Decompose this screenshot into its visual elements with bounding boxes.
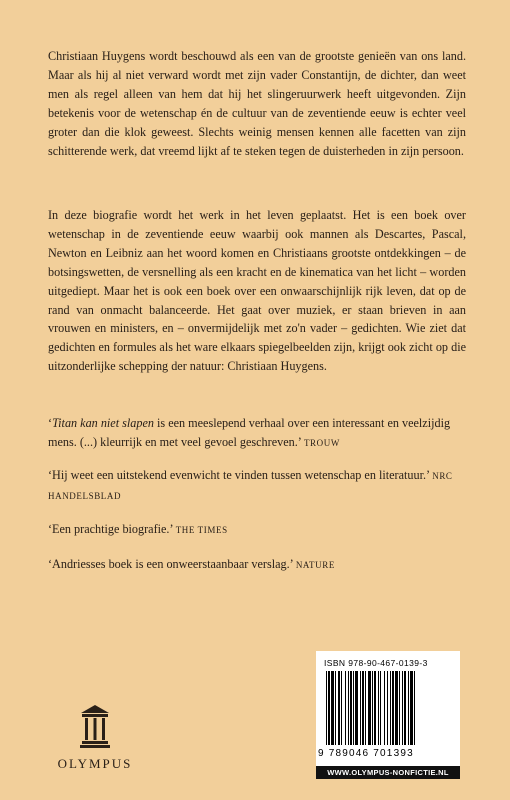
barcode-bar bbox=[350, 671, 352, 745]
review-quote-3 bbox=[48, 520, 468, 540]
temple-icon bbox=[80, 704, 110, 750]
barcode-bar bbox=[392, 671, 394, 745]
barcode-bar bbox=[355, 671, 358, 745]
publisher-name: OLYMPUS bbox=[57, 756, 133, 771]
barcode-bar bbox=[345, 671, 346, 745]
publisher-url: WWW.OLYMPUS-NONFICTIE.NL bbox=[316, 766, 460, 779]
review-quote-1 bbox=[48, 414, 468, 453]
quote-source: NRC HANDELSBLAD bbox=[48, 471, 453, 501]
barcode-bar bbox=[380, 671, 381, 745]
barcode-bar bbox=[410, 671, 413, 745]
barcode-bar bbox=[390, 671, 391, 745]
barcode-panel bbox=[316, 651, 460, 766]
barcode-bar bbox=[326, 671, 327, 745]
quote-open-mark: ‘ bbox=[48, 416, 53, 430]
quote-source: TROUW bbox=[303, 437, 340, 448]
review-quote-2 bbox=[48, 466, 468, 506]
barcode-bar bbox=[402, 671, 403, 745]
barcode-bar bbox=[378, 671, 379, 745]
barcode-bar bbox=[408, 671, 409, 745]
barcode-digits: 9 789046 701393 bbox=[318, 748, 414, 759]
barcode-bar bbox=[353, 671, 354, 745]
barcode-bar bbox=[348, 671, 349, 745]
barcode-bar bbox=[335, 671, 336, 745]
barcode-bar bbox=[404, 671, 406, 745]
barcode-bar bbox=[395, 671, 398, 745]
quote-text: ‘Hij weet een uitstekend evenwicht te vinden tussen wetenschap en literatuur.’ bbox=[48, 468, 433, 482]
barcode-bar bbox=[331, 671, 334, 745]
barcode-bar bbox=[372, 671, 373, 745]
blurb-paragraph-1: Christiaan Huygens wordt beschouwd als een van de grootste genieën van ons land. Maar als hij al niet verward wordt met zijn vader Constantijn, de dichter, dan weet men als regel alleen van hem dat hij het slingeruurwerk heeft uitgevonden. Zijn betekenis voor de wetenschap én de cultuur van de zeventiende eeuw is echter veel groter dan die klok geweest. Slechts weinig mensen kennen alle facetten van zijn schitterende werk, dat vreemd lijkt af te steken tegen de duisterheden in zijn persoon. bbox=[48, 49, 466, 158]
quote-text: is een meeslepend verhaal over een interessant en veelzijdig mens. (...) kleurrijk en met veel gevoel geschreven.’ bbox=[48, 416, 451, 449]
barcode-bar bbox=[362, 671, 364, 745]
barcode-bar bbox=[387, 671, 388, 745]
barcode-bar bbox=[338, 671, 340, 745]
barcode-bar bbox=[328, 671, 330, 745]
barcode-bar bbox=[365, 671, 366, 745]
quoted-book-title: Titan kan niet slapen bbox=[52, 416, 154, 430]
barcode-bar bbox=[399, 671, 400, 745]
publisher-logo bbox=[50, 704, 140, 772]
barcode-bar bbox=[414, 671, 415, 745]
isbn-label: ISBN 978-90-467-0139-3 bbox=[324, 658, 428, 668]
quote-source: THE TIMES bbox=[175, 525, 228, 535]
barcode-bar bbox=[368, 671, 371, 745]
barcode-bar bbox=[341, 671, 342, 745]
barcode-bar bbox=[360, 671, 361, 745]
barcode-bar bbox=[374, 671, 376, 745]
barcode-bars bbox=[324, 671, 452, 747]
quote-source: NATURE bbox=[295, 560, 335, 570]
quote-text: ‘Andriesses boek is een onweerstaanbaar verslag.’ bbox=[48, 557, 296, 571]
quote-text: ‘Een prachtige biografie.’ bbox=[48, 522, 176, 536]
review-quote-4 bbox=[48, 555, 468, 575]
barcode-bar bbox=[384, 671, 385, 745]
blurb-paragraph-2: In deze biografie wordt het werk in het leven geplaatst. Het is een boek over wetenschap in de zeventiende eeuw waarbij ook mannen als Descartes, Pascal, Newton en Leibniz aan het woord komen en Christiaans grootste ontdekkingen – de botsingswetten, de versnelling als een kracht en de kinematica van het licht – worden uitgediept. Maar het is ook een boek over een onwaarschijnlijk rijk leven, dat op de rand van onmacht balanceerde. Het gaat over muziek, er staan brieven in aan vrouwen en ministers, en – onvermijdelijk met zo'n vader – gedichten. Wie ziet dat gedichten en formules als het ware elkaars spiegelbeelden zijn, krijgt ook zicht op die uitzonderlijke schepping der natuur: Christiaan Huygens. bbox=[48, 208, 466, 374]
